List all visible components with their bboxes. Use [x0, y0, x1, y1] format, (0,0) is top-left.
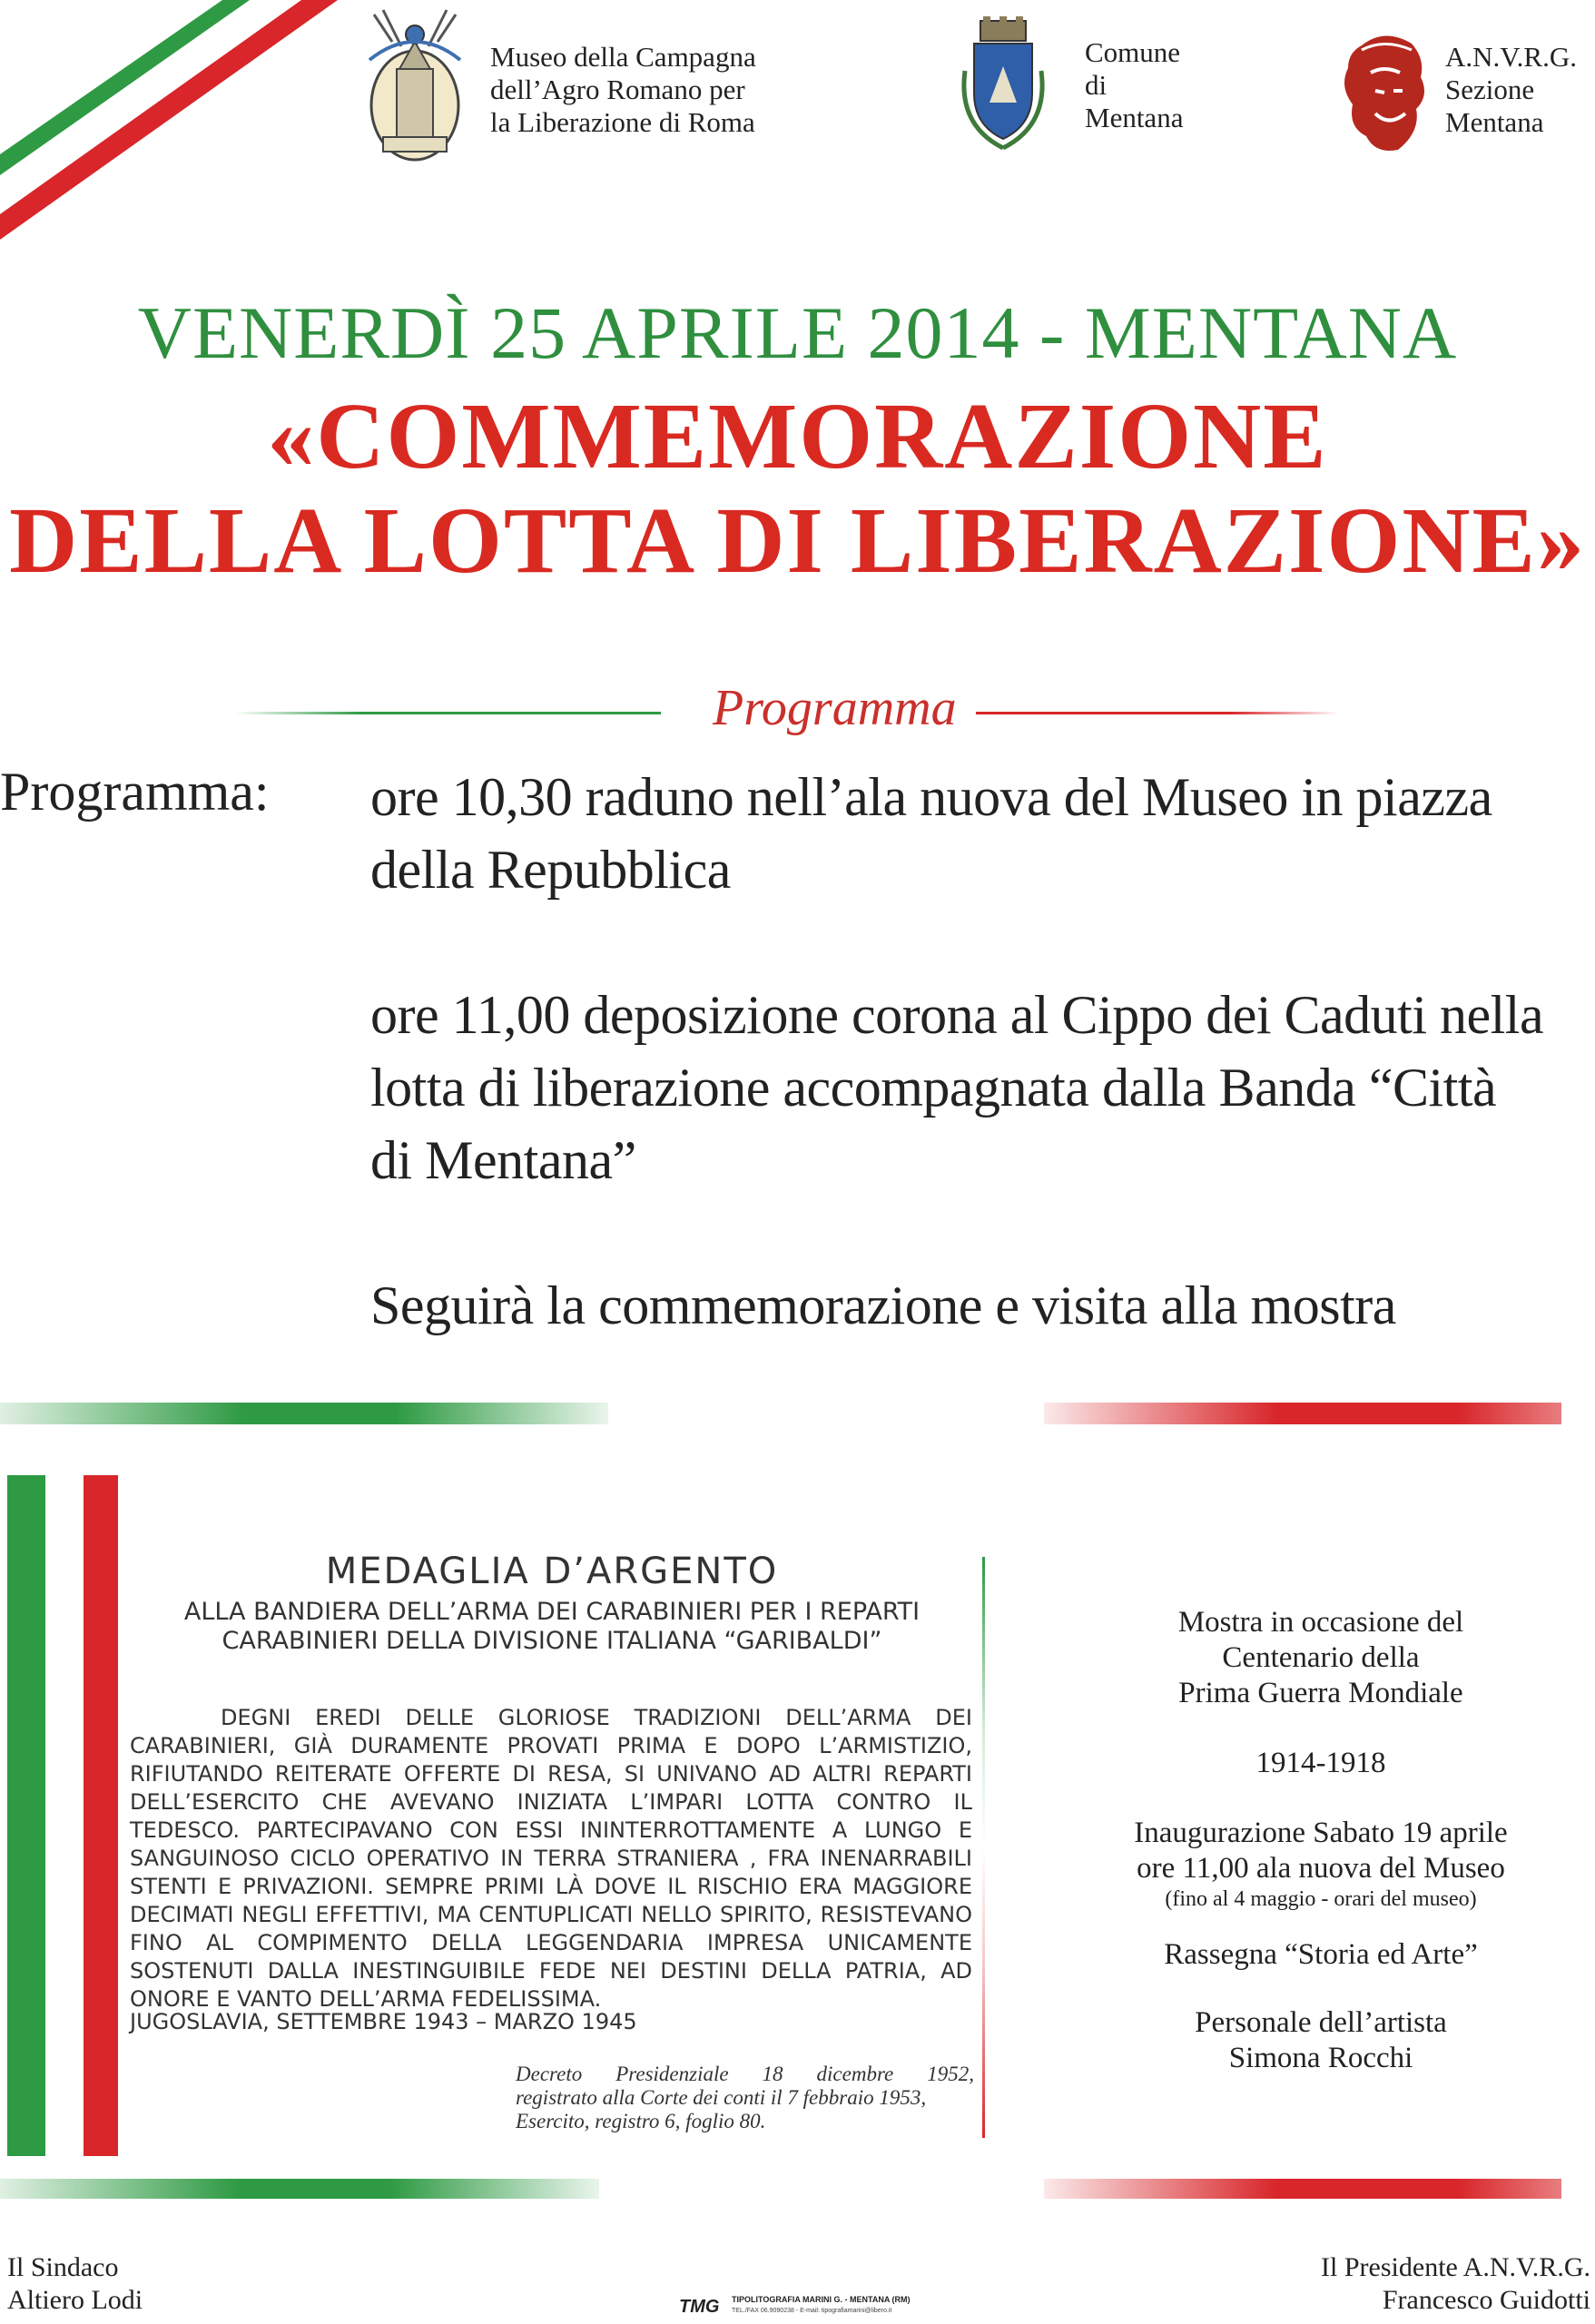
programma-item-line: della Repubblica [370, 840, 731, 900]
programma-divider-right [976, 712, 1339, 714]
comune-name [1085, 36, 1248, 134]
president-signature-line: Il Presidente A.N.V.R.G. [1321, 2252, 1590, 2282]
separator-green-bar-top [0, 1403, 608, 1424]
comune-crest-icon [958, 16, 1049, 153]
flag-stripe-red [84, 1475, 118, 2156]
garibaldi-portrait-icon [1334, 27, 1434, 154]
anvrg-name-line: A.N.V.R.G. [1445, 41, 1577, 73]
programma-divider-left [234, 712, 661, 714]
tricolor-ribbon-decoration [0, 0, 345, 263]
programma-item-line: ore 10,30 raduno nell’ala nuova del Museo in piazza [370, 767, 1492, 827]
event-title-line-2: DELLA LOTTA DI LIBERAZIONE» [9, 488, 1586, 593]
separator-green-bar-bottom [0, 2179, 599, 2199]
medal-decree-line: Decreto Presidenziale 18 dicembre 1952, [516, 2063, 974, 2085]
column-divider [982, 1557, 985, 2138]
exhibition-personale-line: Personale dell’artista [1195, 2006, 1447, 2039]
printer-name: TIPOLITOGRAFIA MARINI G. - MENTANA (RM) [732, 2295, 911, 2304]
event-title-line-1: «COMMEMORAZIONE [267, 384, 1328, 488]
museum-emblem-icon [356, 5, 474, 164]
separator-red-bar-top [1044, 1403, 1561, 1424]
medal-decree-line: registrato alla Corte dei conti il 7 febbraio 1953, [516, 2086, 927, 2109]
mayor-signature-line: Il Sindaco [7, 2252, 119, 2282]
medal-place-date: JUGOSLAVIA, SETTEMBRE 1943 – MARZO 1945 [130, 2009, 637, 2034]
medal-subtitle [130, 1598, 974, 1656]
museum-name [490, 41, 763, 139]
printer-contact: TEL./FAX 06.9090238 - E-mail: tipografiamarini@libero.it [732, 2308, 892, 2314]
museum-name-line: Museo della Campagna [490, 41, 756, 73]
event-date-line: VENERDÌ 25 APRILE 2014 - MENTANA [137, 291, 1458, 374]
programma-item-line: Seguirà la commemorazione e visita alla mostra [370, 1275, 1396, 1335]
programma-item [370, 979, 1591, 1196]
programma-label: Programma: [0, 762, 270, 822]
exhibition-intro-line: Prima Guerra Mondiale [1178, 1677, 1463, 1709]
comune-name-line: di [1085, 69, 1108, 101]
museum-name-line: la Liberazione di Roma [490, 106, 755, 138]
programma-item-line: lotta di liberazione accompagnata dalla Banda “Città [370, 1058, 1497, 1118]
separator-red-bar-bottom [1044, 2179, 1561, 2199]
medal-citation [130, 1551, 974, 1656]
exhibition-rassegna: Rassegna “Storia ed Arte” [1164, 1938, 1478, 1971]
comune-name-line: Mentana [1085, 102, 1184, 133]
programma-item-line: ore 11,00 deposizione corona al Cippo dei Caduti nella [370, 985, 1544, 1045]
printer-credit [679, 2295, 942, 2320]
programma-list [370, 761, 1591, 1342]
comune-name-line: Comune [1085, 36, 1181, 68]
medal-subtitle-line: CARABINIERI DELLA DIVISIONE ITALIANA “GARIBALDI” [222, 1627, 882, 1655]
mayor-signature-line: Altiero Lodi [7, 2285, 143, 2315]
exhibition-hours-note: (fino al 4 maggio - orari del museo) [1165, 1887, 1477, 1911]
programma-script-heading: Programma [713, 680, 957, 736]
medal-decree [516, 2063, 974, 2133]
programma-item [370, 761, 1591, 906]
museum-name-line: dell’Agro Romano per [490, 74, 745, 105]
anvrg-name [1445, 41, 1595, 139]
medal-subtitle-line: ALLA BANDIERA DELL’ARMA DEI CARABINIERI PER I REPARTI [183, 1598, 921, 1626]
exhibition-inauguration-line: ore 11,00 ala nuova del Museo [1137, 1852, 1505, 1885]
printer-logo: TMG [679, 2297, 720, 2317]
anvrg-name-line: Mentana [1445, 106, 1544, 138]
programma-item [370, 1269, 1591, 1342]
president-signature-line: Francesco Guidotti [1382, 2285, 1590, 2315]
exhibition-personale-line: Simona Rocchi [1228, 2042, 1413, 2074]
exhibition-intro-line: Centenario della [1222, 1641, 1420, 1674]
medal-title: MEDAGLIA D’ARGENTO [325, 1551, 779, 1592]
exhibition-years: 1914-1918 [1255, 1747, 1386, 1779]
exhibition-info [1030, 1605, 1595, 2076]
medal-decree-line: Esercito, registro 6, foglio 80. [516, 2110, 766, 2132]
programma-item-line: di Mentana” [370, 1130, 636, 1190]
mayor-signature [7, 2251, 143, 2317]
exhibition-inauguration-line: Inaugurazione Sabato 19 aprile [1134, 1817, 1508, 1849]
anvrg-name-line: Sezione [1445, 74, 1535, 105]
flag-stripe-green [7, 1475, 45, 2156]
president-signature [1253, 2251, 1590, 2317]
medal-body-text: DEGNI EREDI DELLE GLORIOSE TRADIZIONI DELL’ARMA DEI CARABINIERI, GIÀ DURAMENTE PROVATI PRIMA E DOPO L’ARMISTIZIO, RIFIUTANDO REITERATE OFFERTE DI RESA, SI UNIVANO AD ALTRI REPARTI DELL’ESERCITO CHE AVEVANO INIZIATA L’IMPARI LOTTA CONTRO IL TEDESCO. PARTECIPAVANO CON ESSI ININTERROTTAMENTE A LUNGO E SANGUINOSO CICLO OPERATIVO IN TERRA STRANIERA , FRA INENARRABILI STENTI E PRIVAZIONI. SEMPRE PRIMI LÀ DOVE IL RISCHIO ERA MAGGIORE DECIMATI NEGLI EFFETTIVI, MA CENTUPLICATI NELLO SPIRITO, RESISTEVANO FINO AL COMPIMENTO DELLA LEGGENDARIA IMPRESA UNICAMENTE SOSTENUTI DALLA INESTINGUIBILE FEDE NEI DESTINI DELLA PATRIA, AD ONORE E VANTO DELL’ARMA FEDELISSIMA. [130, 1705, 972, 2012]
exhibition-intro-line: Mostra in occasione del [1177, 1606, 1464, 1639]
